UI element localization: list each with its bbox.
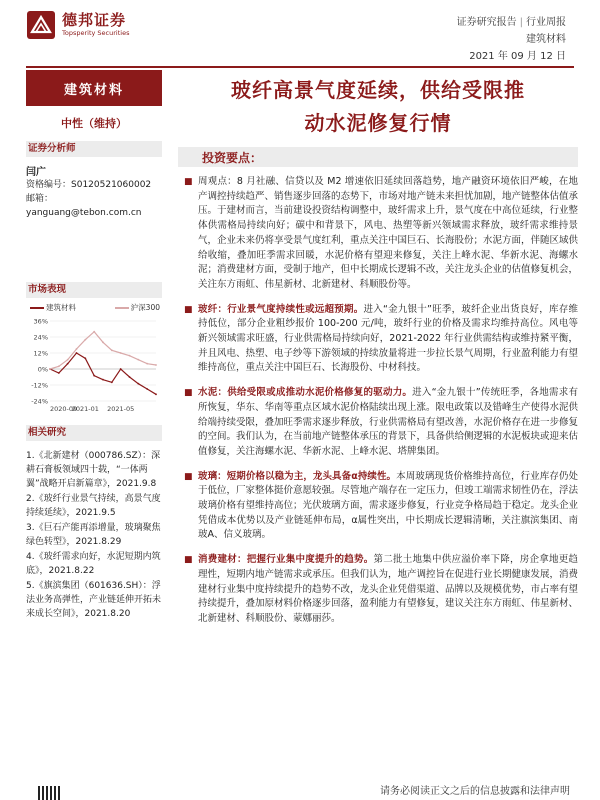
- bullet-icon: ■: [184, 555, 193, 566]
- data-point: [76, 352, 78, 354]
- related-item[interactable]: 1.《北新建材（000786.SZ）：深耕石膏板领域四十载，“一体两翼”战略开启新篇章》，2021.9.8: [26, 451, 161, 489]
- data-point: [76, 348, 78, 350]
- analyst-heading: 证券分析师: [26, 141, 162, 157]
- qr-code-icon: [38, 786, 60, 800]
- report-type: 证券研究报告: [456, 17, 517, 28]
- data-point: [49, 368, 51, 370]
- logo-name-cn: 德邦证券: [62, 11, 127, 29]
- main-content: [178, 70, 578, 637]
- key-point-lead: 玻纤：行业景气度持续性或远超预期。: [198, 303, 364, 315]
- y-tick-label: 0%: [37, 365, 48, 374]
- data-point: [93, 375, 95, 377]
- related-item[interactable]: 4.《玻纤需求向好，水泥短期内筑底》，2021.8.22: [26, 552, 161, 576]
- sidebar: [26, 70, 162, 760]
- data-point: [146, 388, 148, 390]
- analyst-cert: 资格编号：S0120521060002: [26, 180, 152, 190]
- data-point: [67, 359, 69, 361]
- legend-label-1: 沪深300: [130, 303, 160, 312]
- report-header-info: 证券研究报告 | 行业周报 建筑材料 2021 年 09 月 12 日: [457, 14, 566, 65]
- report-industry: 建筑材料: [526, 34, 566, 45]
- data-point: [58, 372, 60, 374]
- data-point: [93, 331, 95, 333]
- related-item[interactable]: 3.《巨石产能再添增量，玻璃聚焦绿色转型》，2021.8.29: [26, 523, 161, 547]
- bullet-icon: ■: [184, 471, 193, 482]
- analyst-email[interactable]: 邮箱：yanguang@tebon.com.cn: [26, 194, 142, 218]
- key-point-text: 本周玻璃现货价格维持高位，行业库存仍处于低位，厂家整体挺价意愿较强。尽管地产端存在一定压力，但竣工端需求韧性仍在，浮法玻璃价格有望维持高位；光伏玻璃方面，需求逐步修复，行业竞争格局趋于稳定。龙头企业凭借成本优势以及产业链延伸布局，α属性突出，中长期成长逻辑清晰，关注旗滨集团、南玻A、信义玻璃。: [198, 470, 579, 541]
- data-point: [129, 355, 131, 357]
- data-point: [129, 376, 131, 378]
- x-tick-label: 2020-09: [50, 405, 78, 413]
- data-point: [58, 365, 60, 367]
- company-logo: [26, 10, 129, 40]
- data-point: [84, 339, 86, 341]
- data-point: [120, 352, 122, 354]
- data-point: [111, 381, 113, 383]
- key-points-heading: 投资要点：: [178, 147, 578, 167]
- series-line-0: [50, 353, 156, 394]
- data-point: [111, 349, 113, 351]
- market-heading: 市场表现: [26, 282, 162, 298]
- key-point-lead: 水泥：供给受限或成推动水泥价格修复的驱动力。: [198, 387, 413, 399]
- sector-label: 建筑材料: [26, 70, 162, 106]
- bullet-icon: ■: [184, 304, 193, 315]
- y-tick-label: 12%: [33, 349, 48, 358]
- title-line-1: 玻纤高景气度延续，供给受限推: [231, 78, 525, 102]
- x-tick-label: 2021-01: [71, 405, 99, 413]
- data-point: [102, 341, 104, 343]
- key-point: [178, 470, 578, 544]
- data-point: [137, 359, 139, 361]
- key-point: [178, 386, 578, 460]
- data-point: [120, 368, 122, 370]
- bullet-icon: ■: [184, 177, 193, 187]
- report-date: 2021 年 09 月 12 日: [469, 51, 566, 62]
- related-item[interactable]: 5.《旗滨集团（601636.SH）：浮法业务高弹性，产业链延伸开拓未来成长空间》，2021.8.20: [26, 581, 162, 619]
- y-tick-label: -12%: [31, 381, 48, 390]
- analyst-name: 闫广: [26, 167, 46, 178]
- legend-swatch-1: [115, 307, 129, 309]
- disclaimer-footer: 请务必阅读正文之后的信息披露和法律声明: [380, 786, 570, 797]
- key-point-text: 进入“金九银十”旺季，玻纤企业出货良好，库存维持低位，部分企业粗纱报价 100-200 元/吨，玻纤行业的价格及需求均维持高位。风电等新兴领域需求旺盛，行业供需格局持续向好，2021-2022 年行业供需结构或维持紧平衡，并且风电、热塑、电子纱等下游领域的持续放量将进一步拉长景气周期，行业盈利能力有望维持高位，重点关注中国巨石、长海股份、中材科技。: [198, 303, 579, 374]
- legend-item-1: [115, 302, 160, 313]
- key-point-text: 第二批土地集中供应溢价率下降，房企拿地更趋理性，短期内地产链需求或承压。但我们认为，地产调控旨在促进行业长期健康发展，消费建材行业集中度持续提升的趋势不改，龙头企业凭借渠道、品牌以及规模优势，市占率有望持续提升，叠加原材料价格逐步回落，盈利能力有望修复，建议关注东方雨虹、伟星新材、北新建材、科顺股份、蒙娜丽莎。: [198, 554, 579, 624]
- report-title: [178, 74, 578, 140]
- y-tick-label: 36%: [33, 317, 48, 326]
- legend-label-0: 建筑材料: [46, 303, 76, 312]
- data-point: [137, 383, 139, 385]
- y-tick-label: -24%: [31, 397, 48, 406]
- key-point-text: 周观点：8 月社融、信贷以及 M2 增速依旧延续回落趋势，地产融资环境依旧严峻，在地产调控持续趋严、销售逐步回落的态势下，市场对地产链未来担忧加剧，地产链整体估值承压。于建材而言，当前建设投资结构调整中，玻纤需求上升，景气度在中高位延续，行业整体供需格局持续向好；碳中和背景下，风电、热塑等新兴领域需求释放，玻纤需求维持景气，企业未来仍将享受景气度红利，重点关注中国巨石、长海股份；水泥方面，伴随区域供给收缩，叠加旺季需求回暖，水泥价格有望迎来修复，关注上峰水泥、华新水泥、海螺水泥；消费建材方面，受制于地产，但中长期成长逻辑不改，关注龙头企业的估值修复机会，关注东方雨虹、伟星新材、北新建材、科顺股份等。: [198, 176, 579, 290]
- data-point: [155, 364, 157, 366]
- logo-icon: [26, 10, 56, 40]
- related-heading: 相关研究: [26, 425, 162, 441]
- x-tick-label: 2021-05: [107, 405, 135, 413]
- key-point-text: 进入“金九银十”传统旺季，各地需求有所恢复，华东、华南等重点区域水泥价格陆续出现上涨。限电政策以及错峰生产使得水泥供给端持续受限，叠加旺季需求逐步释放，行业供需格局有望改善，水泥价格存在进一步修复的空间。我们认为，在当前地产链整体承压的背景下，具备供给侧逻辑的水泥板块或迎来估值修复，关注海螺水泥、华新水泥、上峰水泥、塔牌集团。: [198, 387, 579, 457]
- chart-legend: [26, 298, 162, 313]
- bullet-icon: ■: [184, 388, 193, 399]
- rating: 中性（维持）: [61, 117, 127, 130]
- legend-swatch-0: [30, 307, 44, 309]
- logo-name-en: Topsperity Securities: [62, 29, 130, 37]
- y-tick-label: 24%: [33, 333, 48, 342]
- market-chart: [26, 317, 162, 417]
- report-subtype: 行业周报: [526, 17, 566, 28]
- data-point: [155, 393, 157, 395]
- data-point: [67, 363, 69, 365]
- key-point: [178, 553, 578, 627]
- key-point: [178, 175, 578, 293]
- key-point-lead: 玻璃：短期价格以稳为主，龙头具备α持续性。: [198, 470, 397, 482]
- legend-item-0: [30, 302, 76, 313]
- related-item[interactable]: 2.《玻纤行业景气持续，高景气度持续延续》，2021.9.5: [26, 494, 161, 518]
- key-point-lead: 消费建材：把握行业集中度提升的趋势。: [198, 554, 374, 566]
- header-divider: [26, 66, 574, 68]
- market-chart-svg: [26, 317, 162, 417]
- title-line-2: 动水泥修复行情: [304, 111, 452, 135]
- data-point: [102, 379, 104, 381]
- key-points-list: [178, 175, 578, 627]
- related-list: [26, 449, 162, 621]
- key-point: [178, 303, 578, 377]
- data-point: [146, 363, 148, 365]
- data-point: [84, 357, 86, 359]
